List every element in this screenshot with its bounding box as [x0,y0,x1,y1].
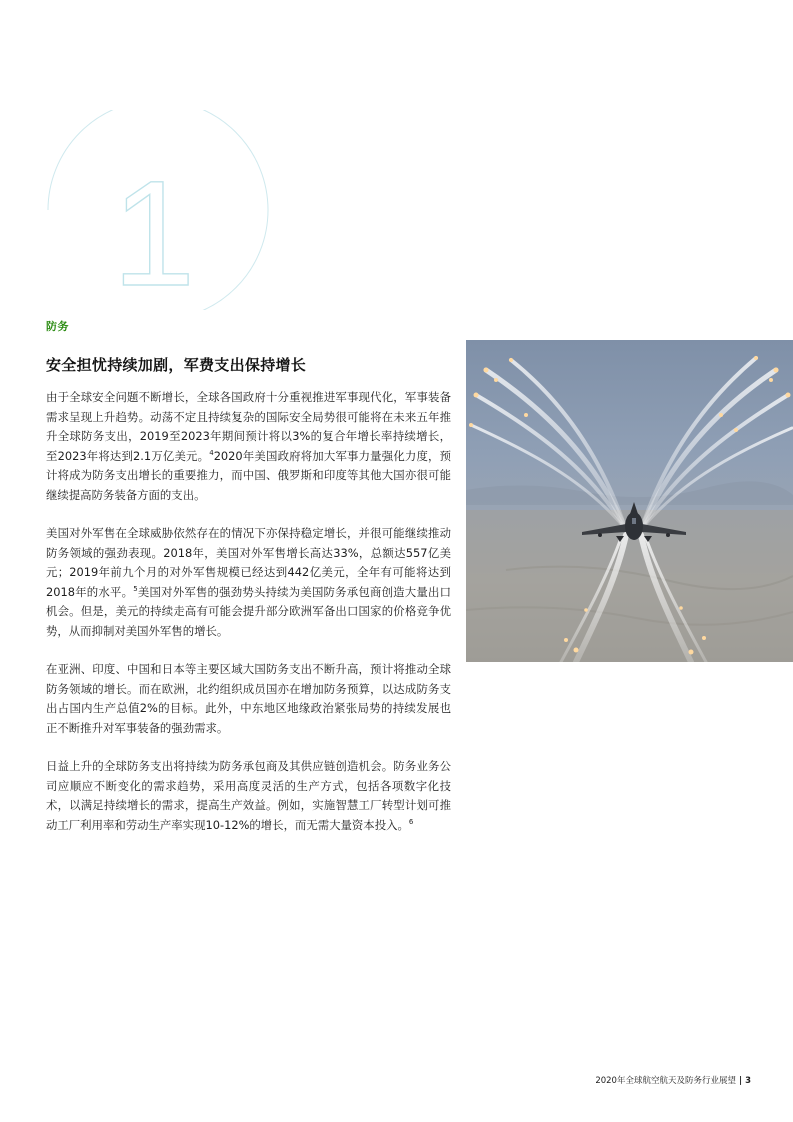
page-footer [595,1074,751,1086]
footer-separator: | [738,1076,743,1086]
paragraph-3: 在亚洲、印度、中国和日本等主要区域大国防务支出不断升高，预计将推动全球防务领域的增长。而在欧洲，北约组织成员国亦在增加防务预算，以达成防务支出占国内生产总值2%的目标。此外，中东地区地缘政治紧张局势的持续发展也正不断推升对军事装备的强劲需求。 [46,662,451,735]
page-number: 3 [745,1076,751,1086]
chapter-number: 1 [112,149,196,310]
footer-title: 2020年全球航空航天及防务行业展望 [595,1076,736,1086]
section-headline: 安全担忧持续加剧，军费支出保持增长 [46,356,307,374]
footnote-ref[interactable]: 4 [209,448,214,457]
paragraph-4: 日益上升的全球防务支出将持续为防务承包商及其供应链创造机会。防务业务公司应顺应不断变化的需求趋势，采用高度灵活的生产方式，包括各项数字化技术，以满足持续增长的需求，提高生产效益。例如，实施智慧工厂转型计划可推动工厂利用率和劳动生产率实现10-12%的增长，而无需大量资本投入。$^6$ [46,759,451,832]
footnote-ref[interactable]: 6 [408,817,414,826]
chapter-number-graphic [40,110,280,310]
body-text-column [46,388,451,854]
paragraph-1: 由于全球安全问题不断增长，全球各国政府十分重视推进军事现代化，军事装备需求呈现上升趋势。动荡不定且持续复杂的国际安全局势很可能将在未来五年推升全球防务支出，2019至2023年期间预计将以3%的复合年增长率持续增长，至2023年将达到2.1万亿美元。$^4$2020年美国政府将加大军事力量强化力度，预计将成为防务支出增长的重要推力，而中国、俄罗斯和印度等其他大国亦很可能继续提高防务装备方面的支出。 [46,390,451,502]
jet-flares-photo [466,340,793,662]
footnote-ref[interactable]: 5 [133,584,138,593]
section-label: 防务 [46,320,69,333]
paragraph-2: 美国对外军售在全球威胁依然存在的情况下亦保持稳定增长，并很可能继续推动防务领域的强劲表现。2018年，美国对外军售增长高达33%，总额达557亿美元；2019年前九个月的对外军售规模已经达到442亿美元，全年有可能将达到2018年的水平。$^5$美国对外军售的强劲势头持续为美国防务承包商创造大量出口机会。但是，美元的持续走高有可能会提升部分欧洲军备出口国家的价格竞争优势，从而抑制对美国外军售的增长。 [46,526,451,638]
